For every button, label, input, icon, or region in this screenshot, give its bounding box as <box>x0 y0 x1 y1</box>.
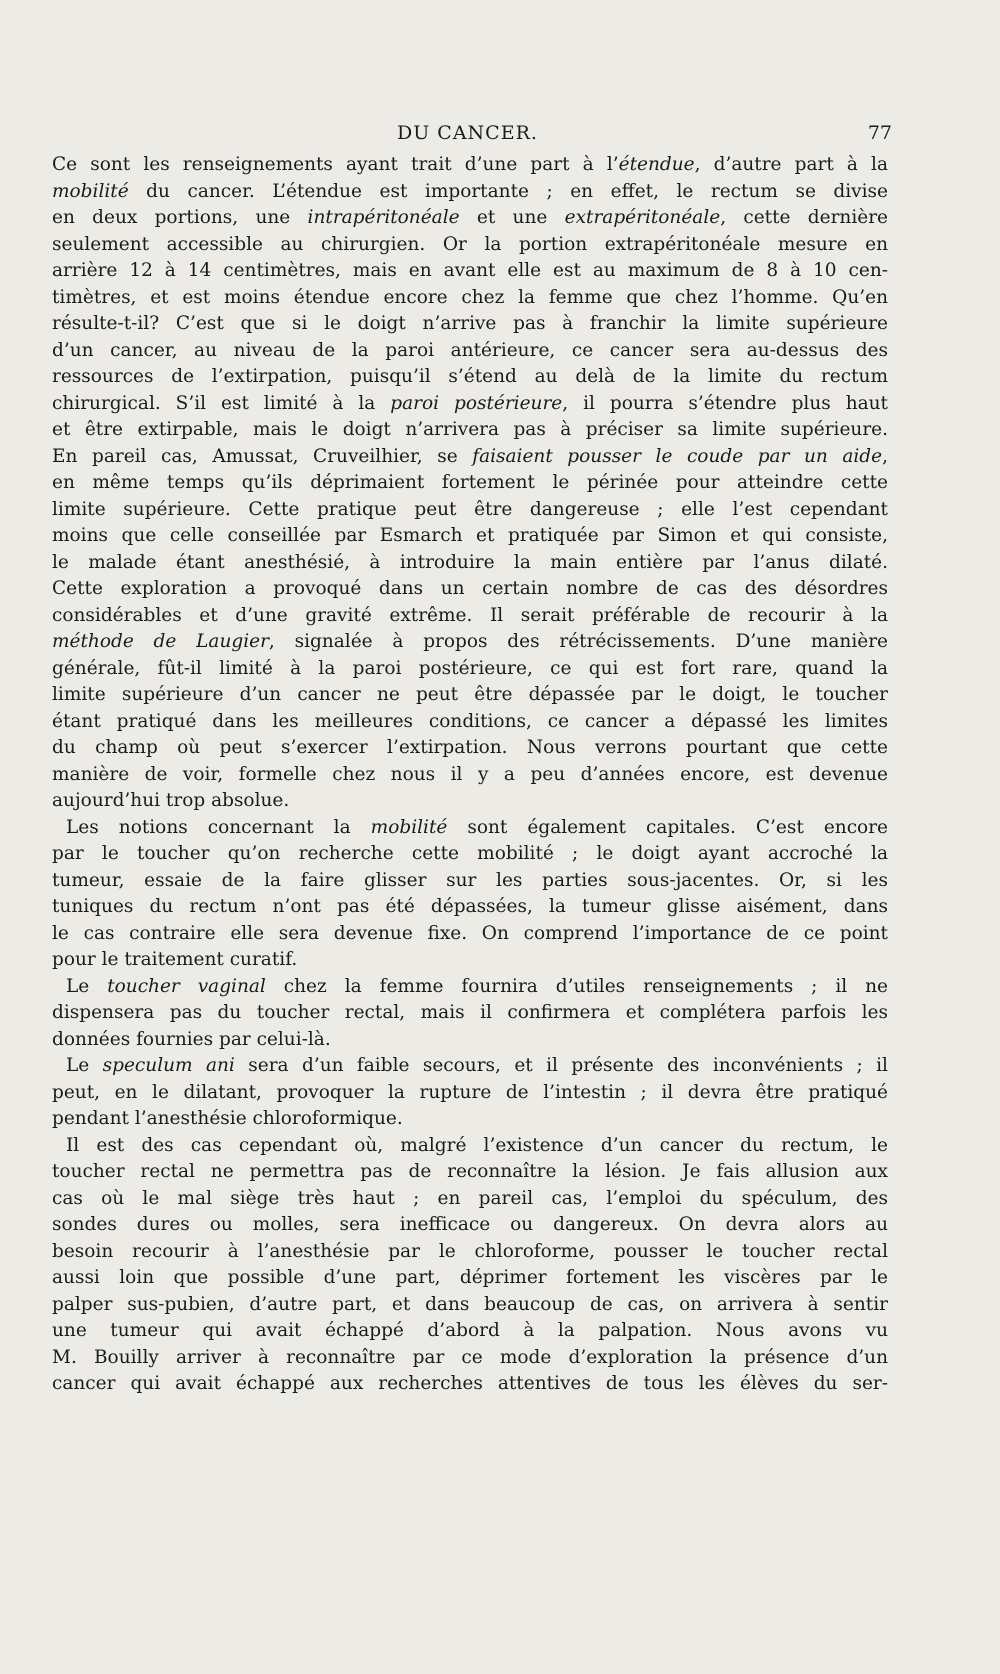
italic-text: extrapéritonéale <box>564 207 721 228</box>
text-line <box>52 1027 888 1054</box>
page-header <box>52 122 892 146</box>
text-line <box>52 682 888 709</box>
text-run: en deux portions, une <box>52 207 308 228</box>
text-line <box>52 921 888 948</box>
text-line <box>52 550 888 577</box>
text-run: chirurgical. S’il est limité à la <box>52 392 391 414</box>
text-run: par le toucher qu’on recherche cette mobilité ; le doigt ayant accroché la <box>52 843 888 864</box>
text-run: , d’autre part à la <box>694 154 888 175</box>
text-run: , signalée à propos des rétrécissements. D’une manière <box>268 631 889 652</box>
italic-text: speculum ani <box>102 1055 235 1076</box>
text-line <box>52 629 888 656</box>
text-run: Le <box>66 975 108 997</box>
text-run: sondes dures ou molles, sera inefficace ou dangereux. On devra alors au <box>52 1214 888 1235</box>
text-run: sont également capitales. C’est encore <box>447 816 888 838</box>
text-line <box>52 470 888 497</box>
text-line <box>52 1080 888 1107</box>
text-run: du cancer. L’étendue est importante ; en effet, le rectum se divise <box>128 180 888 202</box>
italic-text: mobilité <box>370 816 448 838</box>
text-line <box>52 1345 888 1372</box>
text-line <box>52 391 888 418</box>
text-run: ressources de l’extirpation, puisqu’il s’étend au delà de la limite du rectum <box>52 366 888 387</box>
text-run: Il est des cas cependant où, malgré l’existence d’un cancer du rectum, le <box>66 1134 888 1156</box>
text-run: Cette exploration a provoqué dans un certain nombre de cas des désordres <box>52 578 888 599</box>
text-run: tuniques du rectum n’ont pas été dépassées, la tumeur glisse aisément, dans <box>52 896 888 917</box>
text-line <box>52 762 888 789</box>
text-run: d’un cancer, au niveau de la paroi antérieure, ce cancer sera au-dessus des <box>52 339 888 361</box>
text-line <box>52 603 888 630</box>
text-run: palper sus-pubien, d’autre part, et dans beaucoup de cas, on arrivera à sentir <box>52 1293 888 1315</box>
text-run: En pareil cas, Amussat, Cruveilhier, se <box>52 445 473 467</box>
text-line <box>52 735 888 762</box>
text-run: peut, en le dilatant, provoquer la rupture de l’intestin ; il devra être pratiqué <box>52 1081 888 1103</box>
paragraph <box>52 152 888 815</box>
italic-text: étendue <box>618 154 695 175</box>
italic-text: faisaient pousser le coude par un aide <box>472 445 883 467</box>
text-run: cas où le mal siège très haut ; en pareil cas, l’emploi du spéculum, des <box>52 1187 888 1209</box>
text-run: timètres, et est moins étendue encore chez la femme que chez l’homme. Qu’en <box>52 286 888 308</box>
text-line <box>52 1292 888 1319</box>
italic-text: mobilité <box>52 180 129 202</box>
text-line <box>52 497 888 524</box>
text-run: , il pourra s’étendre plus haut <box>562 392 888 414</box>
text-run: Les notions concernant la <box>66 816 371 838</box>
text-line <box>52 338 888 365</box>
paragraph <box>52 1053 888 1133</box>
text-line <box>52 364 888 391</box>
text-run: manière de voir, formelle chez nous il y a peu d’années encore, est devenue <box>52 763 888 785</box>
text-run: une tumeur qui avait échappé d’abord à la palpation. Nous avons vu <box>52 1320 888 1341</box>
text-line <box>52 1133 888 1160</box>
italic-text: intrapéritonéale <box>307 207 460 228</box>
text-line <box>52 1053 888 1080</box>
text-run: sera d’un faible secours, et il présente des inconvénients ; il <box>234 1055 888 1076</box>
text-line <box>52 868 888 895</box>
text-line <box>52 974 888 1001</box>
italic-text: toucher vaginal <box>107 975 266 997</box>
text-line <box>52 1265 888 1292</box>
text-run: Ce sont les renseignements ayant trait d’une part à l’ <box>52 154 619 175</box>
text-run: le cas contraire elle sera devenue fixe. On comprend l’importance de ce point <box>52 922 888 944</box>
text-run: M. Bouilly arriver à reconnaître par ce mode d’exploration la présence d’un <box>52 1346 888 1368</box>
text-run: Le <box>66 1055 103 1076</box>
text-run: aujourd’hui trop absolue. <box>52 790 290 811</box>
text-run: cancer qui avait échappé aux recherches attentives de tous les élèves du ser- <box>52 1373 888 1394</box>
text-run: limite supérieure. Cette pratique peut être dangereuse ; elle l’est cependant <box>52 498 888 520</box>
text-line <box>52 841 888 868</box>
text-line <box>52 1186 888 1213</box>
text-run: chez la femme fournira d’utiles renseignements ; il ne <box>265 975 888 997</box>
text-run: arrière 12 à 14 centimètres, mais en avant elle est au maximum de 8 à 10 cen- <box>52 260 888 281</box>
text-run: étant pratiqué dans les meilleures conditions, ce cancer a dépassé les limites <box>52 710 888 732</box>
text-run: pendant l’anesthésie chloroformique. <box>52 1108 403 1129</box>
text-run: le malade étant anesthésié, à introduire la main entière par l’anus dilaté. <box>52 551 888 573</box>
text-run: données fournies par celui-là. <box>52 1028 331 1050</box>
text-line <box>52 1371 888 1398</box>
text-line <box>52 1239 888 1266</box>
text-line <box>52 444 888 471</box>
text-line <box>52 232 888 259</box>
text-run: en même temps qu’ils déprimaient fortement le périnée pour atteindre cette <box>52 472 888 493</box>
text-run: , <box>882 445 888 467</box>
text-run: besoin recourir à l’anesthésie par le chloroforme, pousser le toucher rectal <box>52 1240 888 1262</box>
text-run: considérables et d’une gravité extrême. Il serait préférable de recourir à la <box>52 604 888 626</box>
text-line <box>52 656 888 683</box>
text-line <box>52 285 888 312</box>
running-title: DU CANCER. <box>397 122 538 144</box>
text-run: seulement accessible au chirurgien. Or la portion extrapéritonéale mesure en <box>52 233 888 255</box>
text-line <box>52 1212 888 1239</box>
text-line <box>52 523 888 550</box>
text-line <box>52 311 888 338</box>
text-line <box>52 788 888 815</box>
italic-text: paroi postérieure <box>390 392 563 414</box>
text-line <box>52 205 888 232</box>
text-run: limite supérieure d’un cancer ne peut être dépassée par le doigt, le toucher <box>52 684 888 705</box>
text-run: générale, fût-il limité à la paroi postérieure, ce qui est fort rare, quand la <box>52 657 888 679</box>
text-line <box>52 894 888 921</box>
text-run: , cette dernière <box>720 207 888 228</box>
page-number: 77 <box>867 122 892 144</box>
text-line <box>52 258 888 285</box>
body-text <box>52 152 888 1398</box>
text-line <box>52 1106 888 1133</box>
text-run: résulte-t-il? C’est que si le doigt n’arrive pas à franchir la limite supérieure <box>52 313 888 334</box>
text-line <box>52 947 888 974</box>
text-run: et être extirpable, mais le doigt n’arrivera pas à préciser sa limite supérieure. <box>52 419 888 440</box>
text-line <box>52 179 888 206</box>
text-line <box>52 709 888 736</box>
text-run: toucher rectal ne permettra pas de reconnaître la lésion. Je fais allusion aux <box>52 1161 888 1182</box>
text-line <box>52 1318 888 1345</box>
text-line <box>52 417 888 444</box>
paragraph <box>52 1133 888 1398</box>
text-line <box>52 576 888 603</box>
text-line <box>52 1000 888 1027</box>
paragraph <box>52 815 888 974</box>
text-line <box>52 152 888 179</box>
text-run: aussi loin que possible d’une part, déprimer fortement les viscères par le <box>52 1267 888 1288</box>
text-run: moins que celle conseillée par Esmarch et pratiquée par Simon et qui consiste, <box>52 525 888 546</box>
text-run: dispensera pas du toucher rectal, mais il confirmera et complétera parfois les <box>52 1002 888 1023</box>
text-line <box>52 1159 888 1186</box>
text-run: du champ où peut s’exercer l’extirpation. Nous verrons pourtant que cette <box>52 737 888 758</box>
text-line <box>52 815 888 842</box>
italic-text: méthode de Laugier <box>52 631 269 652</box>
paragraph <box>52 974 888 1054</box>
text-run: pour le traitement curatif. <box>52 949 298 970</box>
text-run: tumeur, essaie de la faire glisser sur les parties sous-jacentes. Or, si les <box>52 869 888 891</box>
text-run: et une <box>459 207 565 228</box>
